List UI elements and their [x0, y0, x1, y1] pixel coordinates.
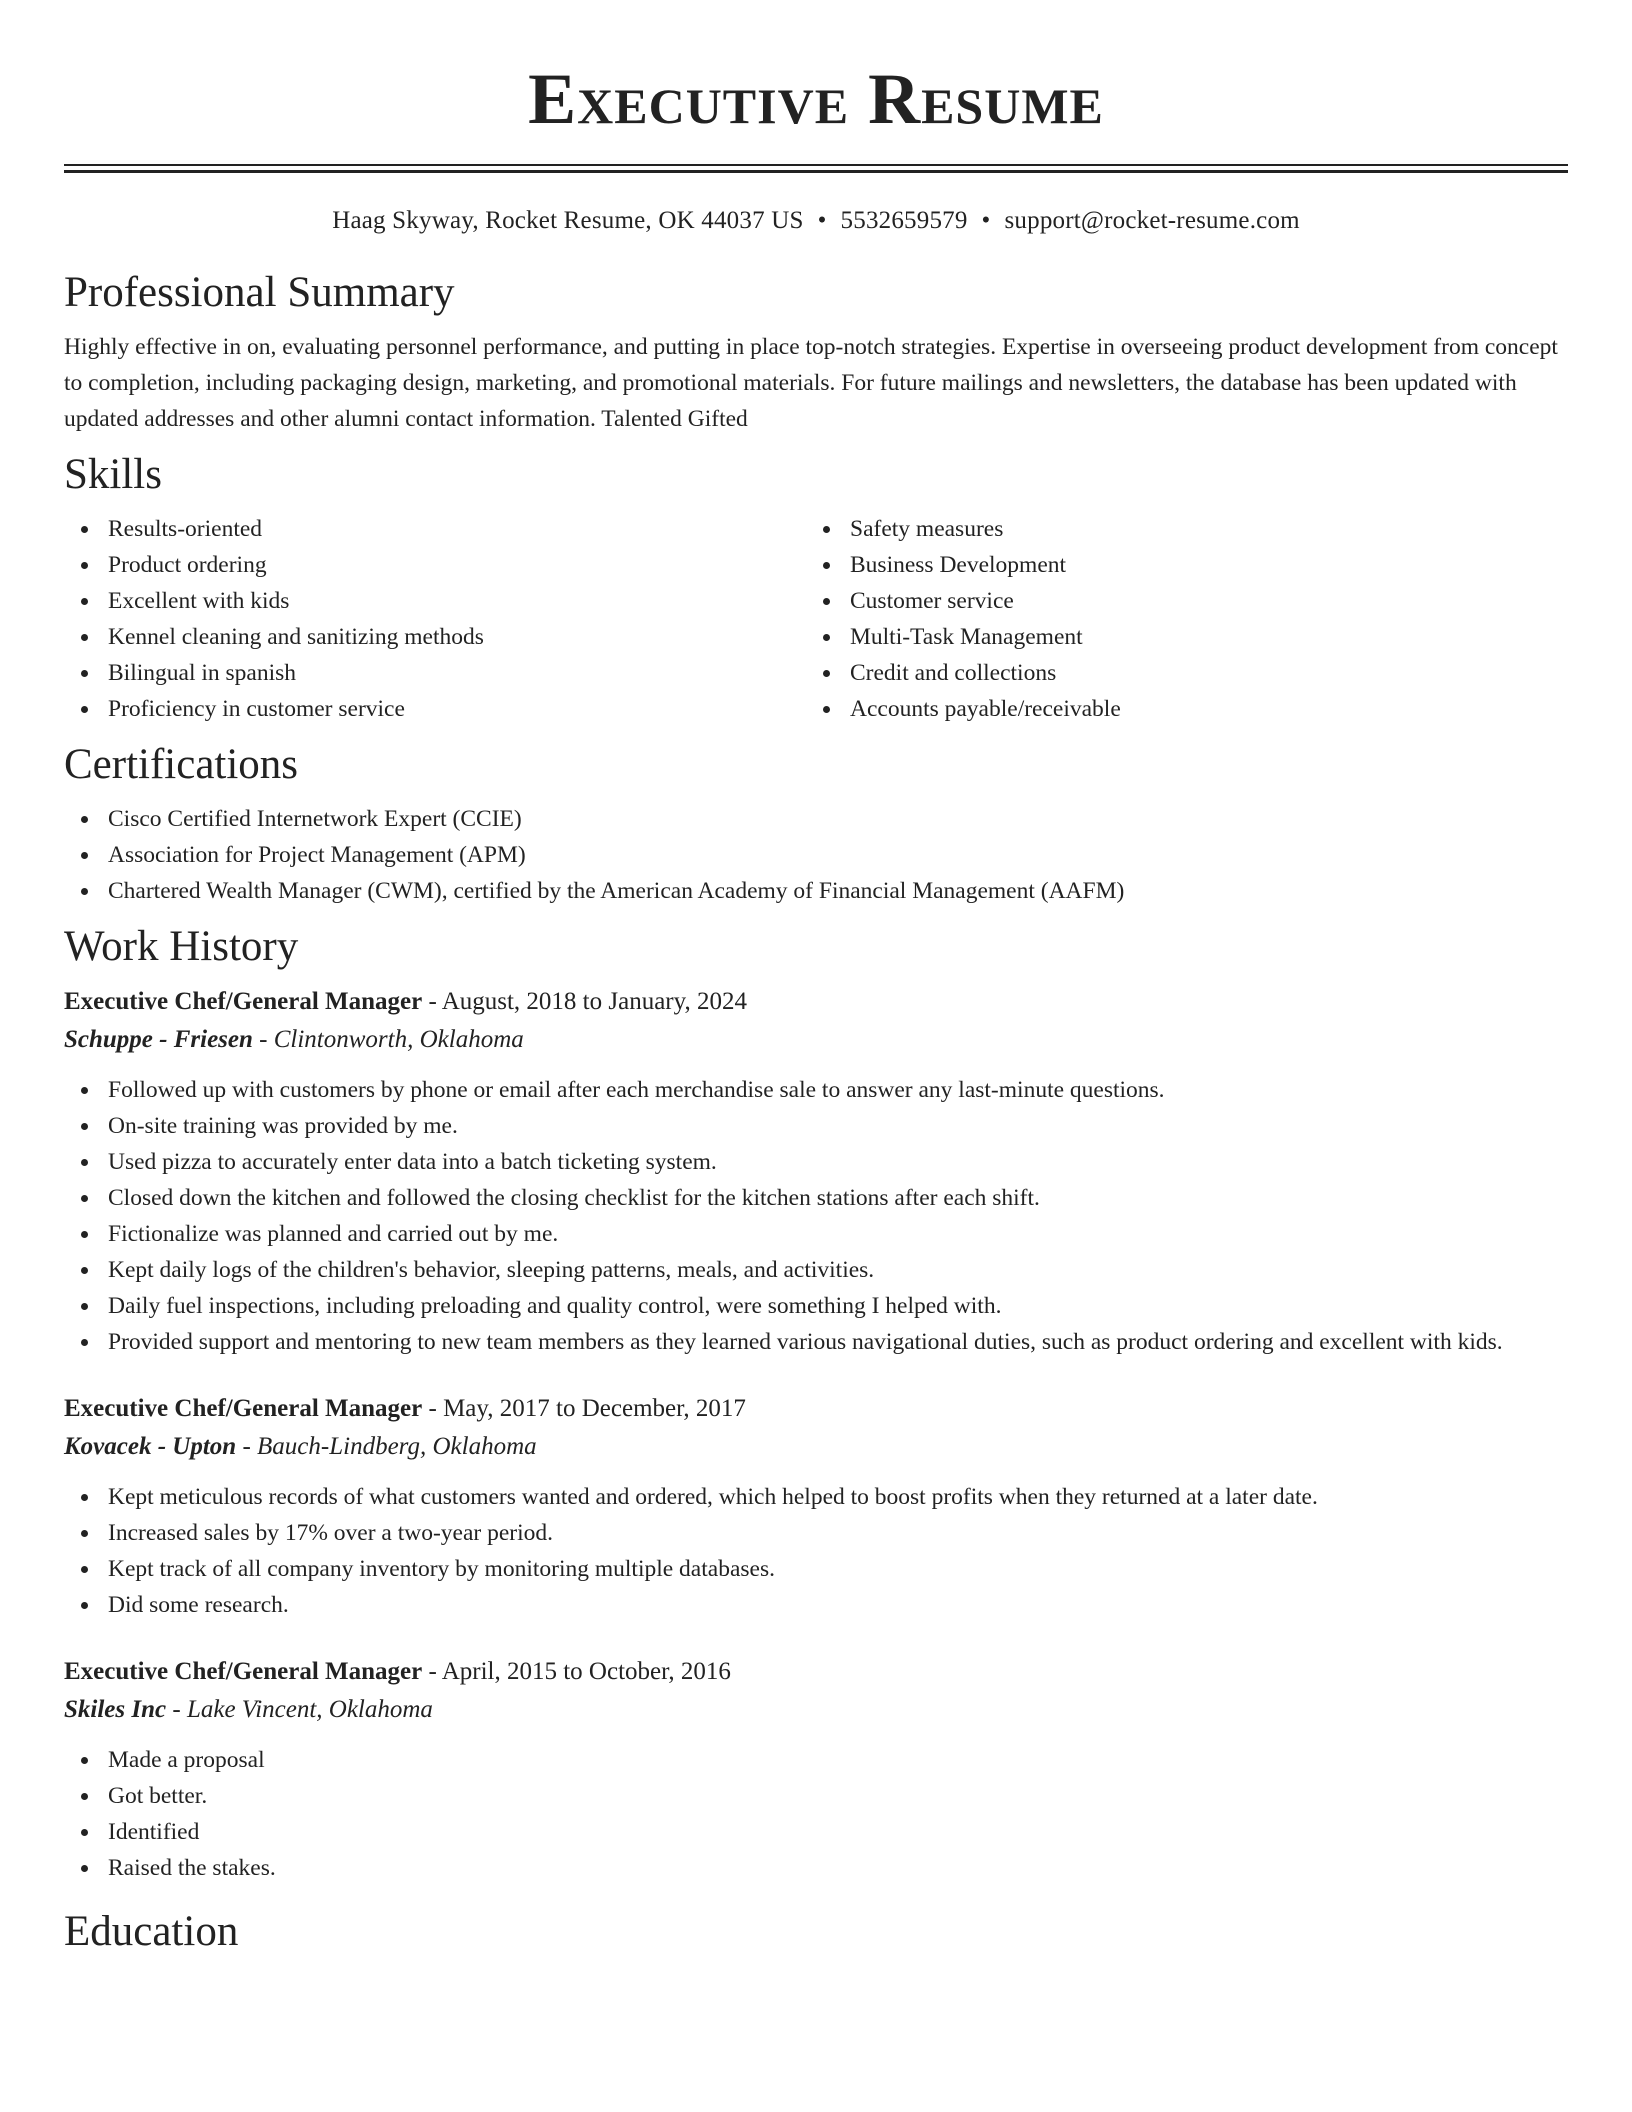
- list-item: Accounts payable/receivable: [806, 691, 1548, 727]
- list-item: Raised the stakes.: [64, 1850, 1568, 1886]
- contact-email: support@rocket-resume.com: [1004, 207, 1300, 234]
- job-bullets: [64, 1072, 1568, 1360]
- list-item: Made a proposal: [64, 1742, 1568, 1778]
- list-item: Credit and collections: [806, 655, 1548, 691]
- skills-heading: Skills: [64, 451, 162, 498]
- list-item: Multi-Task Management: [806, 619, 1548, 655]
- job-location: Lake Vincent, Oklahoma: [186, 1696, 433, 1723]
- list-item: Fictionalize was planned and carried out by me.: [64, 1216, 1568, 1252]
- job-title-line: [64, 1653, 1568, 1691]
- job-dates: May, 2017 to December, 2017: [443, 1395, 746, 1422]
- contact-line: [64, 205, 1568, 237]
- list-item: Increased sales by 17% over a two-year period.: [64, 1515, 1568, 1551]
- summary-heading: Professional Summary: [64, 269, 455, 316]
- job-separator: -: [422, 1395, 444, 1422]
- work-history-heading: Work History: [64, 923, 299, 970]
- job-separator: -: [252, 1026, 274, 1053]
- list-item: Chartered Wealth Manager (CWM), certified by the American Academy of Financial Management (AAFM): [64, 873, 1568, 909]
- list-item: Excellent with kids: [64, 583, 806, 619]
- job-role: Executive Chef/General Manager: [64, 1395, 423, 1422]
- list-item: Cisco Certified Internetwork Expert (CCIE): [64, 801, 1568, 837]
- list-item: Product ordering: [64, 547, 806, 583]
- job-company: Schuppe - Friesen: [64, 1026, 253, 1053]
- job-role: Executive Chef/General Manager: [64, 1658, 423, 1685]
- job-bullets: [64, 1479, 1568, 1623]
- list-item: Identified: [64, 1814, 1568, 1850]
- job-dates: August, 2018 to January, 2024: [441, 988, 748, 1015]
- job-location: Bauch-Lindberg, Oklahoma: [257, 1433, 537, 1460]
- list-item: On-site training was provided by me.: [64, 1108, 1568, 1144]
- list-item: Kept track of all company inventory by monitoring multiple databases.: [64, 1551, 1568, 1587]
- contact-separator: •: [981, 207, 991, 234]
- list-item: Provided support and mentoring to new team members as they learned various navigational duties, such as product ordering and excellent with kids.: [64, 1324, 1568, 1360]
- list-item: Got better.: [64, 1778, 1568, 1814]
- job-entry: [64, 983, 1568, 1360]
- resume-title: Executive Resume: [528, 59, 1104, 139]
- contact-separator: •: [817, 207, 827, 234]
- job-location: Clintonworth, Oklahoma: [273, 1026, 524, 1053]
- skills-left-list: [64, 511, 806, 727]
- job-company: Skiles Inc: [64, 1696, 167, 1723]
- list-item: Followed up with customers by phone or email after each merchandise sale to answer any last-minute questions.: [64, 1072, 1568, 1108]
- list-item: Closed down the kitchen and followed the closing checklist for the kitchen stations after each shift.: [64, 1180, 1568, 1216]
- summary-text: Highly effective in on, evaluating personnel performance, and putting in place top-notch strategies. Expertise in overseeing product development from concept to completion, including packaging design, marketing, and promotional materials. For future mailings and newsletters, the database has been updated with updated addresses and other alumni contact information. Talented Gifted: [64, 334, 1558, 432]
- job-separator: -: [236, 1433, 258, 1460]
- job-separator: -: [166, 1696, 187, 1723]
- job-title-line: [64, 983, 1568, 1021]
- list-item: Business Development: [806, 547, 1548, 583]
- resume-page: [64, 0, 1568, 1958]
- list-item: Daily fuel inspections, including preloading and quality control, were something I helped with.: [64, 1288, 1568, 1324]
- list-item: Kept meticulous records of what customers wanted and ordered, which helped to boost profits when they returned at a later date.: [64, 1479, 1568, 1515]
- job-company-line: [64, 1691, 1568, 1729]
- list-item: Kennel cleaning and sanitizing methods: [64, 619, 806, 655]
- job-bullets: [64, 1742, 1568, 1886]
- job-separator: -: [422, 988, 442, 1015]
- list-item: Proficiency in customer service: [64, 691, 806, 727]
- job-separator: -: [422, 1658, 442, 1685]
- skills-right-list: [806, 511, 1548, 727]
- job-entry: [64, 1653, 1568, 1886]
- skills-grid: [64, 511, 1568, 727]
- title-double-rule: [64, 164, 1568, 173]
- job-role: Executive Chef/General Manager: [64, 988, 423, 1015]
- list-item: Results-oriented: [64, 511, 806, 547]
- list-item: Used pizza to accurately enter data into a batch ticketing system.: [64, 1144, 1568, 1180]
- education-heading: Education: [64, 1908, 239, 1955]
- certifications-list: [64, 801, 1568, 909]
- contact-phone: 5532659579: [840, 207, 968, 234]
- job-title-line: [64, 1390, 1568, 1428]
- list-item: Association for Project Management (APM): [64, 837, 1568, 873]
- list-item: Kept daily logs of the children's behavior, sleeping patterns, meals, and activities.: [64, 1252, 1568, 1288]
- contact-address: Haag Skyway, Rocket Resume, OK 44037 US: [332, 207, 804, 234]
- job-company: Kovacek - Upton: [64, 1433, 237, 1460]
- list-item: Customer service: [806, 583, 1548, 619]
- list-item: Did some research.: [64, 1587, 1568, 1623]
- certifications-heading: Certifications: [64, 741, 299, 788]
- job-entry: [64, 1390, 1568, 1623]
- list-item: Bilingual in spanish: [64, 655, 806, 691]
- job-company-line: [64, 1428, 1568, 1466]
- job-company-line: [64, 1021, 1568, 1059]
- list-item: Safety measures: [806, 511, 1548, 547]
- job-dates: April, 2015 to October, 2016: [441, 1658, 731, 1685]
